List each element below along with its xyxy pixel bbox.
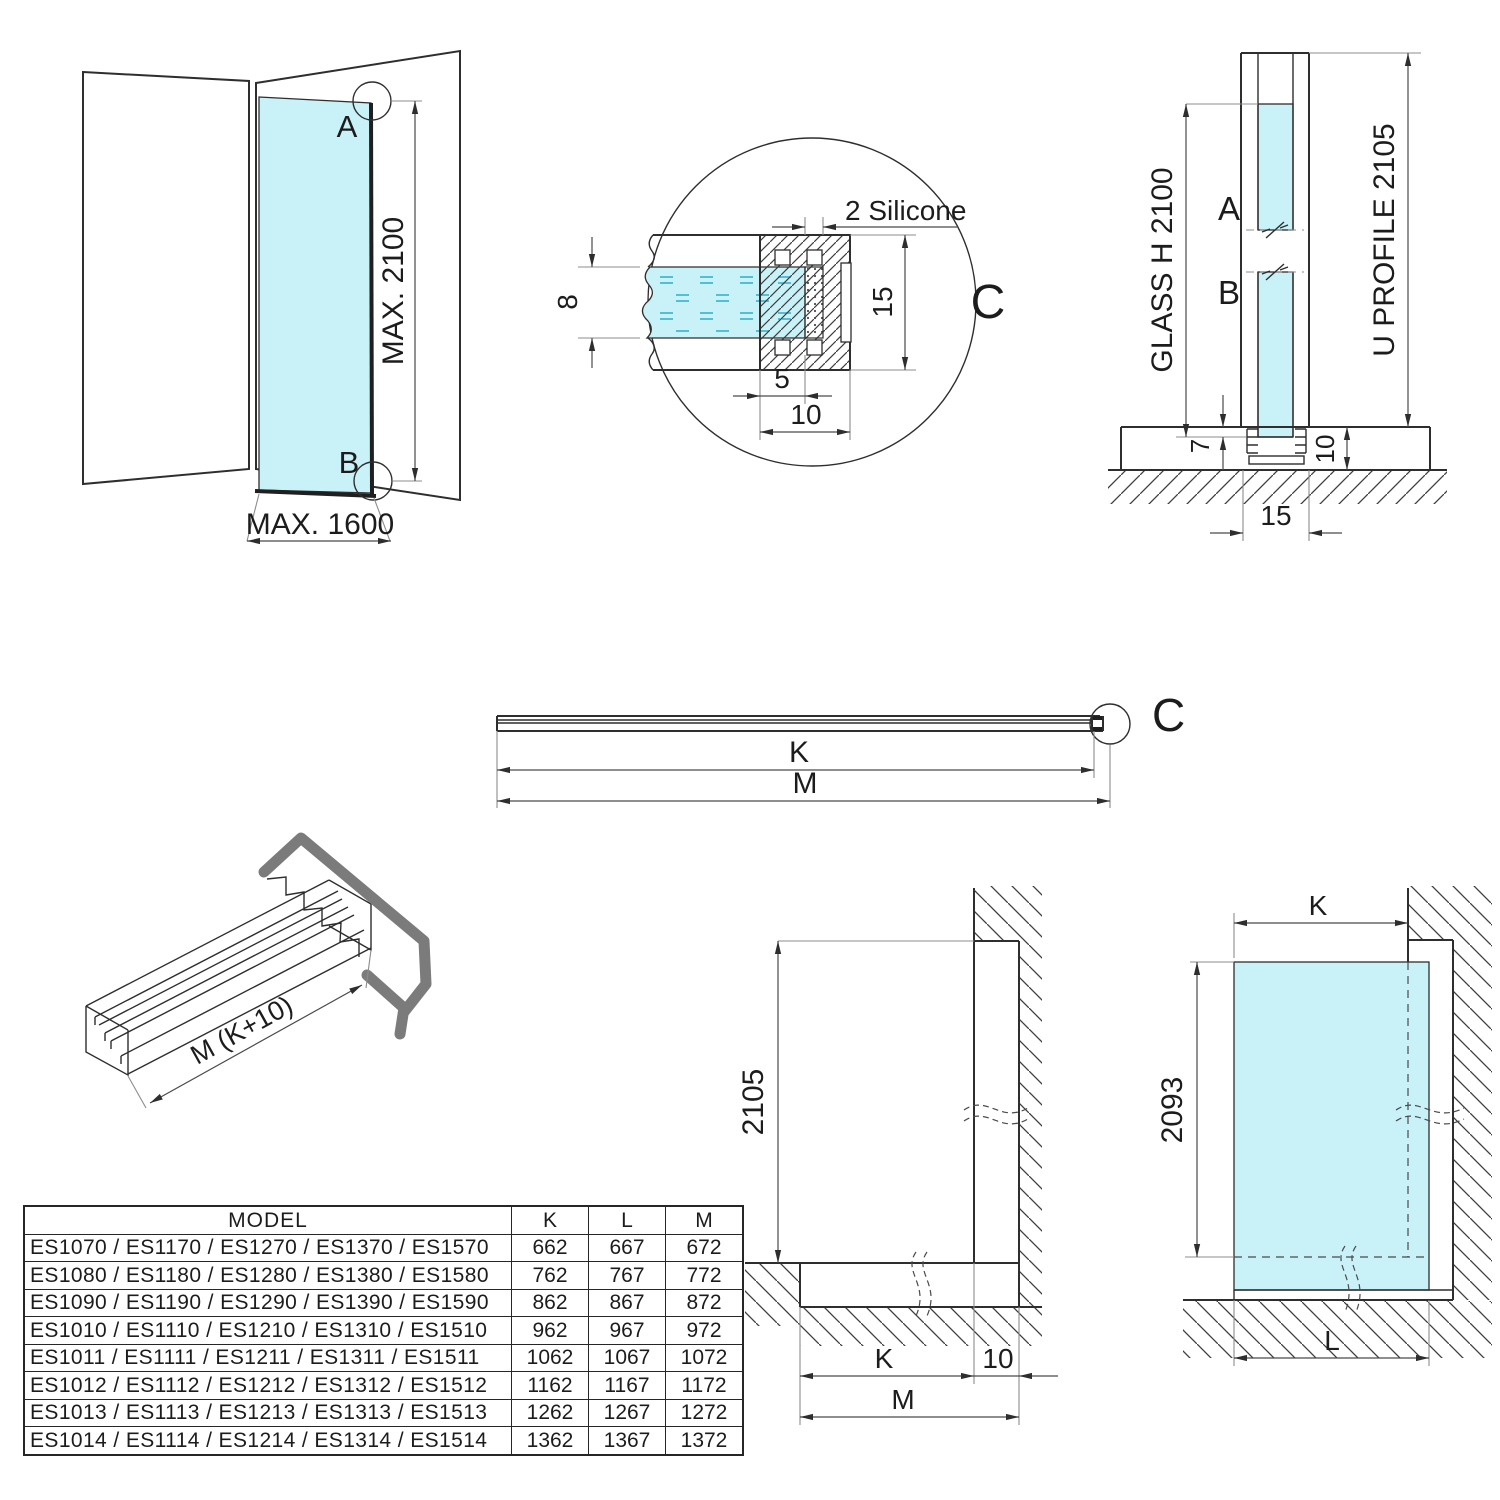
- iso-length-label: M (K+10): [185, 989, 298, 1071]
- silicone-label: 2 Silicone: [845, 195, 967, 226]
- glass-panel: [259, 97, 371, 493]
- wall-dim-k: K: [874, 1343, 894, 1374]
- glass-dim-l: L: [1324, 1325, 1340, 1356]
- glass-edge-right: [371, 103, 372, 494]
- detail-c-label: C: [970, 276, 1006, 329]
- wall-hatch: [974, 886, 1042, 1263]
- wall-dim-m: M: [891, 1384, 915, 1415]
- bottom-profile-bar-view: [497, 689, 1185, 808]
- table-row: ES1013 / ES1113 / ES1213 / ES1313 / ES1513 1262 1267 1272: [24, 1399, 743, 1427]
- table-row: ES1011 / ES1111 / ES1211 / ES1311 / ES1511 1062 1067 1072: [24, 1344, 743, 1372]
- gray-corner-profile-return: [367, 975, 404, 1034]
- wall-dim-10: 10: [982, 1343, 1014, 1374]
- glass-panel-elevation: [1234, 962, 1429, 1290]
- table-row: ES1012 / ES1112 / ES1212 / ES1312 / ES1512 1162 1167 1172: [24, 1372, 743, 1400]
- u-profile-label: U PROFILE 2105: [1368, 123, 1401, 357]
- dim-max-height: MAX. 2100: [377, 216, 410, 366]
- wall-dim-2105: 2105: [737, 1068, 770, 1136]
- table-row: ES1014 / ES1114 / ES1214 / ES1314 / ES1514 1362 1367 1372: [24, 1427, 743, 1455]
- glass-dim-k: K: [1308, 890, 1328, 921]
- glass-dim-2093: 2093: [1156, 1076, 1189, 1144]
- dim-glass-thickness: 8: [552, 294, 583, 310]
- header-l: L: [589, 1206, 666, 1234]
- dim-15-section: 15: [1260, 500, 1292, 531]
- corner-installation-view: [83, 51, 460, 541]
- glass-upper: [1258, 104, 1293, 230]
- label-b: B: [338, 445, 360, 480]
- bar-dim-m: M: [792, 767, 818, 800]
- dim-max-width: MAX. 1600: [245, 508, 395, 541]
- bar-detail-circle: [1090, 704, 1130, 744]
- dim-10-section: 10: [1310, 434, 1340, 464]
- glass-height-label: GLASS H 2100: [1146, 167, 1179, 373]
- left-wall: [83, 72, 249, 484]
- dim-7: 7: [1185, 438, 1215, 454]
- table-row: ES1070 / ES1170 / ES1270 / ES1370 / ES1570 662 667 672: [24, 1234, 743, 1262]
- dim-profile-width: 10: [790, 399, 822, 430]
- table-row: ES1080 / ES1180 / ES1280 / ES1380 / ES1580 762 767 772: [24, 1262, 743, 1290]
- header-model: MODEL: [24, 1206, 512, 1234]
- table-header-row: [24, 1206, 743, 1234]
- glass-elevation-view: [1156, 886, 1492, 1366]
- detail-c-view: [552, 138, 1005, 466]
- gray-corner-profile: [264, 838, 426, 1012]
- header-m: M: [666, 1206, 744, 1234]
- isometric-profile-view: [86, 838, 426, 1108]
- bar-dim-k: K: [788, 736, 810, 769]
- model-dimension-table: [23, 1205, 744, 1456]
- section-label-a: A: [1217, 190, 1241, 227]
- table-row: ES1010 / ES1110 / ES1210 / ES1310 / ES1510 962 967 972: [24, 1317, 743, 1345]
- label-a: A: [336, 109, 358, 144]
- dim-profile-height: 15: [867, 286, 898, 318]
- table-row: ES1090 / ES1190 / ES1290 / ES1390 / ES1590 862 867 872: [24, 1289, 743, 1317]
- bar-detail-c-label: C: [1152, 689, 1186, 741]
- glass-lower: [1258, 272, 1293, 437]
- silicone-joint: [805, 267, 823, 338]
- wall-elevation-view: [737, 886, 1058, 1425]
- vertical-section-view: [1108, 53, 1447, 541]
- header-k: K: [512, 1206, 589, 1234]
- section-label-b: B: [1217, 274, 1241, 311]
- dim-inner-depth: 5: [774, 363, 790, 394]
